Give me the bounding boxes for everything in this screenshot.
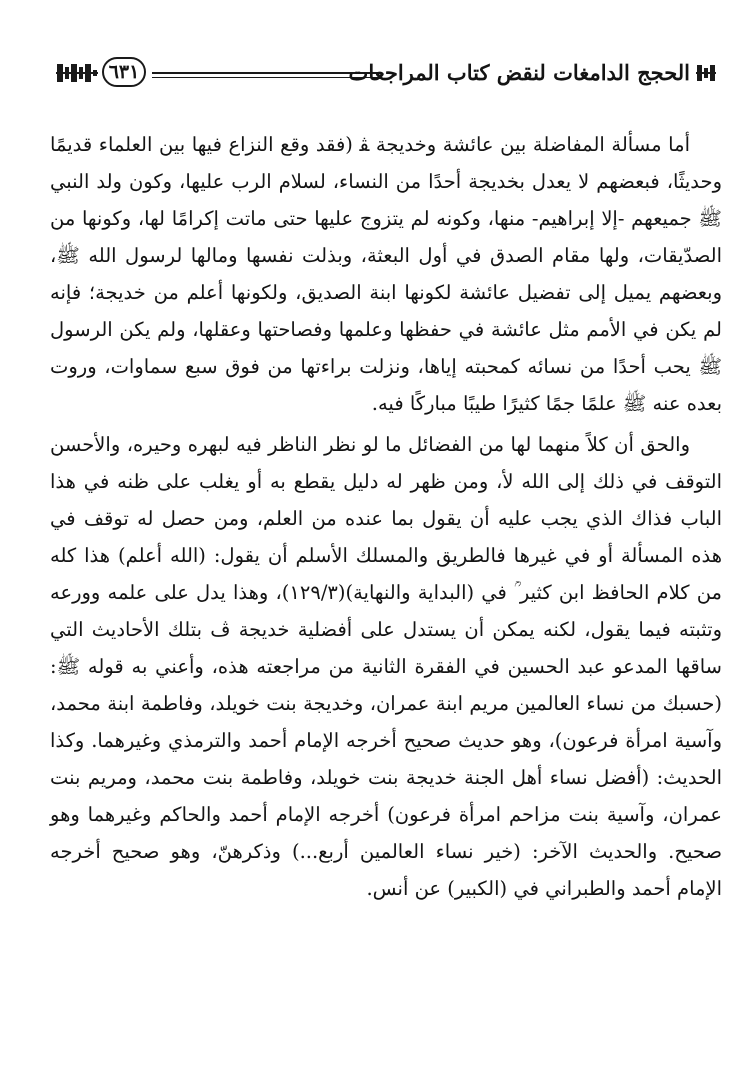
page-number: ٦٣١ <box>108 60 140 83</box>
running-header <box>56 52 716 96</box>
header-rule <box>152 72 381 74</box>
paragraph-2: والحق أن كلاً منهما لها من الفضائل ما لو نظر الناظر فيه لبهره وحيره، والأحسن التوقف في ذلك إلى الله ﻷ، ومن ظهر له دليل يقطع به أو يغلب على ظنه في هذا الباب فذاك الذي يجب عليه أن يقول بما عنده من العلم، ومن حصل له توقف في هذه المسألة أو في غيرها فالطريق والمسلك الأسلم أن يقول: (الله أعلم) هذا كله من كلام الحافظ ابن كثير ؒ في (البداية والنهاية)(١٢٩/٣)، وهذا يدل على علمه وورعه وتثبته فيما يقول، لكنه يمكن أن يستدل على أفضلية خديجة ڤ بتلك الأحاديث التي ساقها المدعو عبد الحسين في الفقرة الثانية من مراجعته هذه، وأعني به قوله ﷺ: (حسبك من نساء العالمين مريم ابنة عمران، وخديجة بنت خويلد، وفاطمة ابنة محمد، وآسية امرأة فرعون)، وهو حديث صحيح أخرجه الإمام أحمد والترمذي وغيرهما. وكذا الحديث: (أفضل نساء أهل الجنة خديجة بنت خويلد، وفاطمة بنت محمد، ومريم بنت عمران، وآسية بنت مزاحم امرأة فرعون) أخرجه الإمام أحمد والحاكم وغيرهما وهو صحيح. والحديث الآخر: (خير نساء العالمين أربع...) وذكرهنّ، وهو صحيح أخرجه الإمام أحمد والطبراني في (الكبير) عن أنس. <box>50 433 722 900</box>
right-ornament-icon <box>696 62 716 84</box>
paragraph-1: أما مسألة المفاضلة بين عائشة وخديجة ﭭ (فقد وقع النزاع فيها بين العلماء قديمًا وحديثًا، فبعضهم لا يعدل بخديجة أحدًا من النساء، لسلام الرب عليها، وكون ولد النبي ﷺ جميعهم -إلا إبراهيم- منها، وكونه لم يتزوج عليها حتى ماتت إكرامًا لها، وكونها من الصدّيقات، ولها مقام الصدق في أول البعثة، وبذلت نفسها ومالها لرسول الله ﷺ، وبعضهم يميل إلى تفضيل عائشة لكونها ابنة الصديق، ولكونها أعلم من خديجة؛ فإنه لم يكن في الأمم مثل عائشة في حفظها وعلمها وفصاحتها وعقلها، ولم يكن الرسول ﷺ يحب أحدًا من نسائه كمحبته إياها، ونزلت براءتها من فوق سبع سماوات، وروت بعده عنه ﷺ علمًا جمًا كثيرًا طيبًا مباركًا فيه. <box>50 133 722 415</box>
book-title: الحجج الدامغات لنقض كتاب المراجعات <box>348 60 690 85</box>
page-number-badge <box>102 57 146 87</box>
left-ornament-icon <box>56 62 98 84</box>
body-text <box>50 126 722 907</box>
